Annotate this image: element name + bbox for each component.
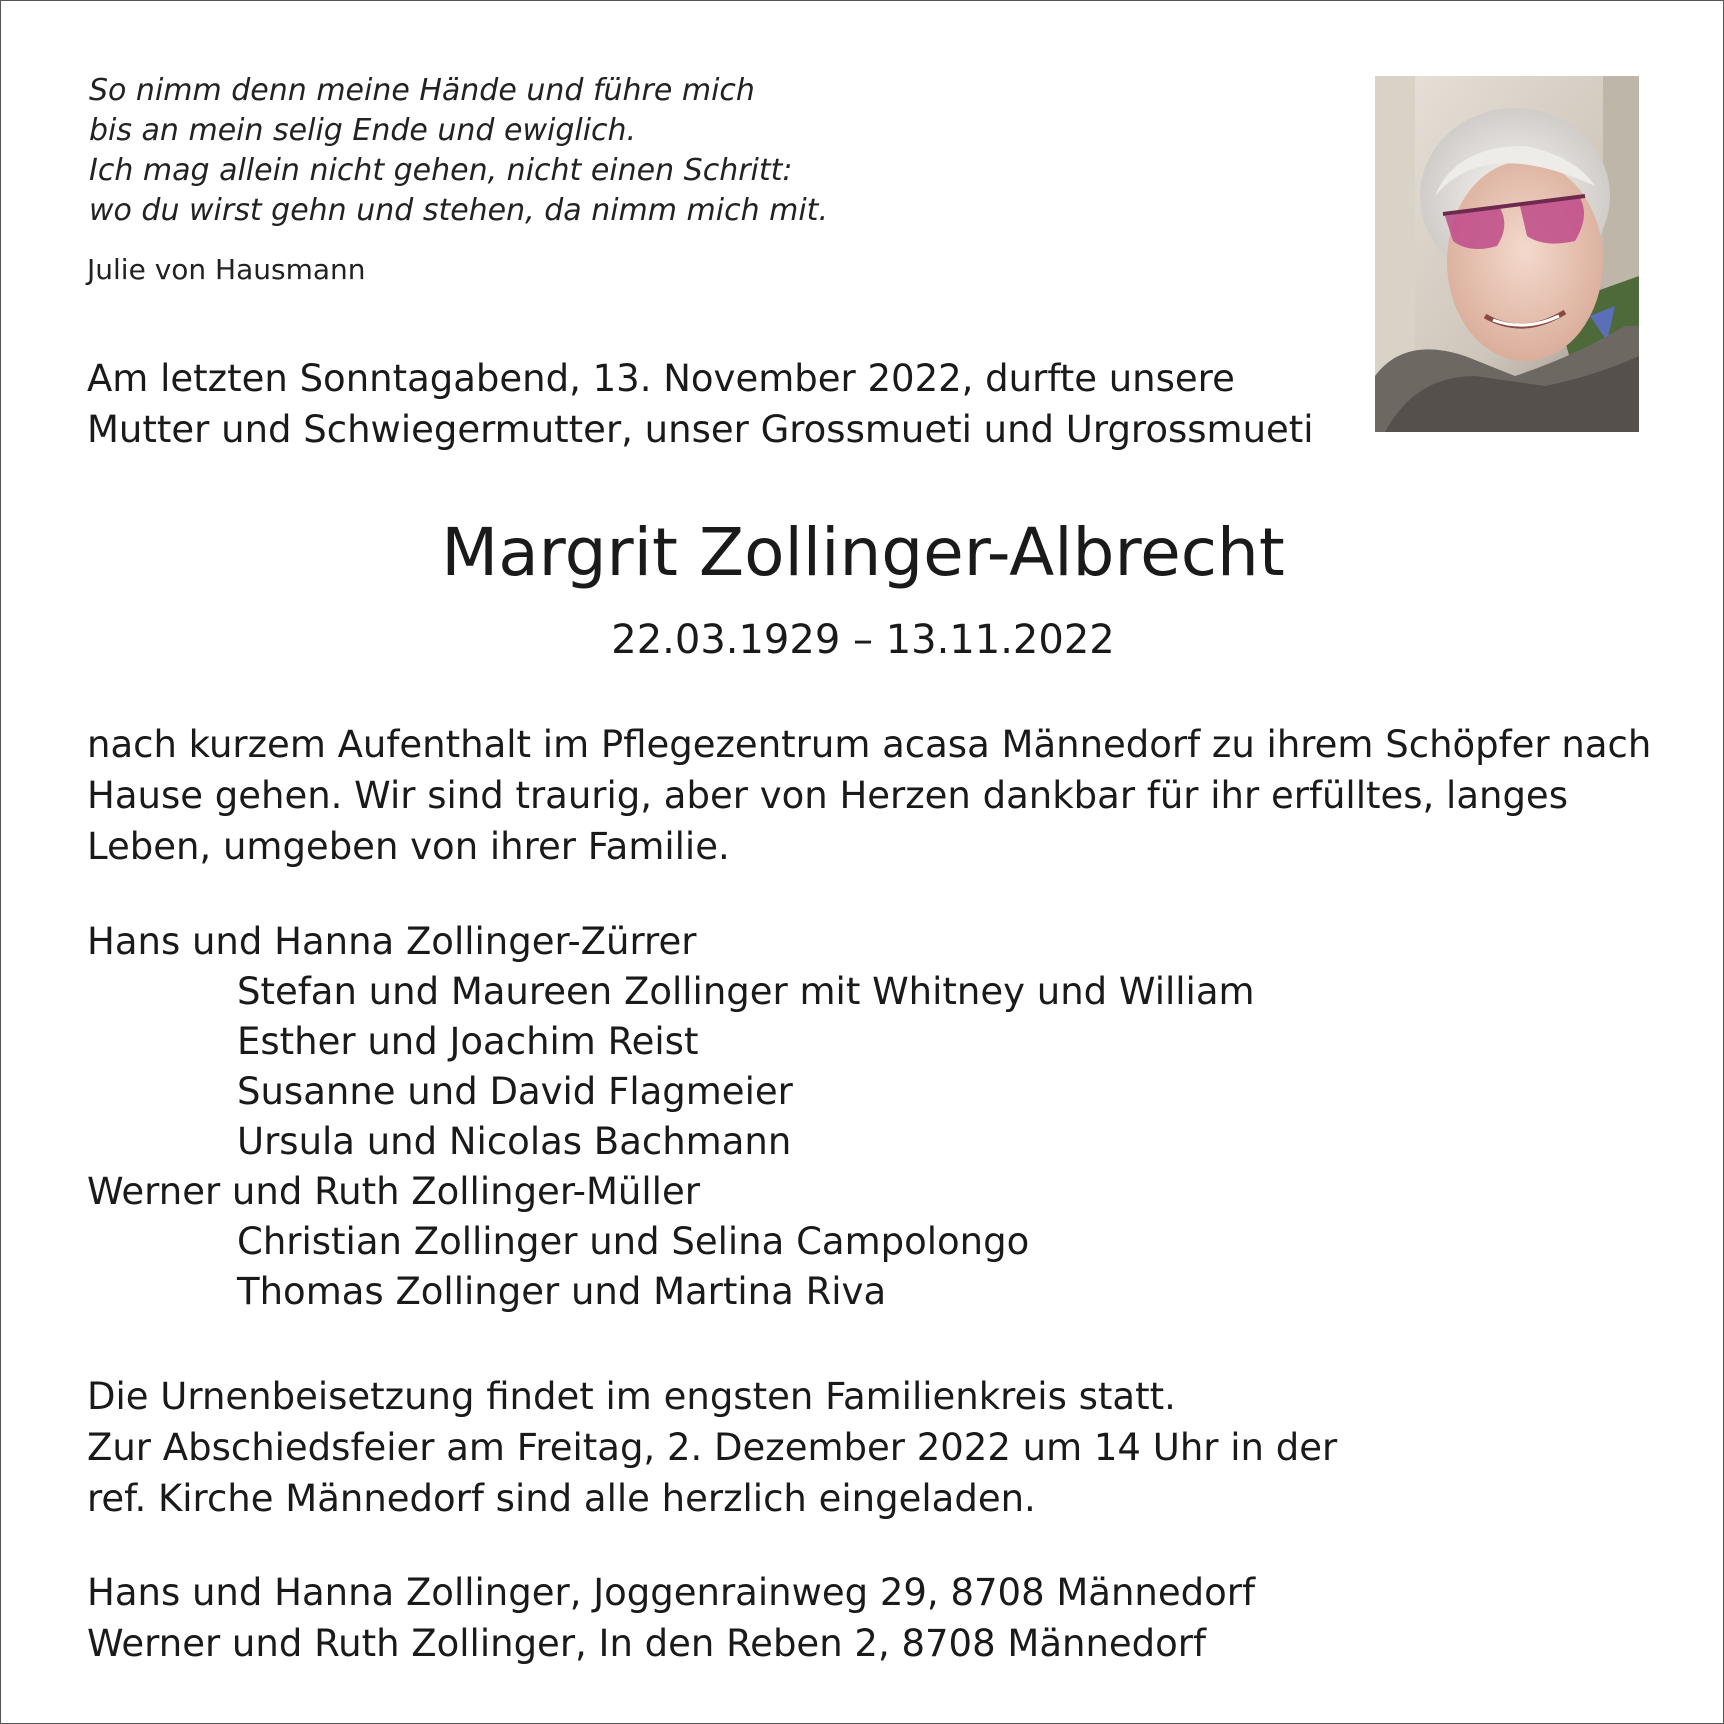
address-line: Werner und Ruth Zollinger, In den Reben 2, 8708 Männedorf bbox=[87, 1622, 1207, 1665]
family-list bbox=[87, 917, 1255, 1317]
family-child: Thomas Zollinger und Martina Riva bbox=[237, 1270, 887, 1313]
body-line: Leben, umgeben von ihrer Familie. bbox=[87, 825, 730, 868]
family-parent: Hans und Hanna Zollinger-Zürrer bbox=[87, 920, 697, 963]
family-child: Susanne und David Flagmeier bbox=[237, 1070, 793, 1113]
ceremony-line: ref. Kirche Männedorf sind alle herzlich eingeladen. bbox=[87, 1477, 1036, 1520]
ceremony-line: Zur Abschiedsfeier am Freitag, 2. Dezember 2022 um 14 Uhr in der bbox=[87, 1426, 1338, 1469]
family-child: Christian Zollinger und Selina Campolongo bbox=[237, 1220, 1030, 1263]
body-line: nach kurzem Aufenthalt im Pflegezentrum acasa Männedorf zu ihrem Schöpfer nach bbox=[87, 723, 1652, 766]
family-child: Esther und Joachim Reist bbox=[237, 1020, 699, 1063]
portrait-photo bbox=[1375, 76, 1639, 432]
family-child: Ursula und Nicolas Bachmann bbox=[237, 1120, 792, 1163]
family-addresses bbox=[87, 1567, 1255, 1669]
poem bbox=[89, 71, 828, 231]
poem-line: bis an mein selig Ende und ewiglich. bbox=[89, 113, 637, 148]
family-parent: Werner und Ruth Zollinger-Müller bbox=[87, 1170, 700, 1213]
address-line: Hans und Hanna Zollinger, Joggenrainweg 29, 8708 Männedorf bbox=[87, 1571, 1255, 1614]
intro-line: Am letzten Sonntagabend, 13. November 2022, durfte unsere bbox=[87, 357, 1235, 400]
family-child: Stefan und Maureen Zollinger mit Whitney und William bbox=[237, 970, 1255, 1013]
poem-line: Ich mag allein nicht gehen, nicht einen Schritt: bbox=[89, 153, 793, 188]
poem-author: Julie von Hausmann bbox=[87, 253, 366, 286]
intro-text bbox=[87, 353, 1314, 455]
ceremony-line: Die Urnenbeisetzung findet im engsten Familienkreis statt. bbox=[87, 1375, 1176, 1418]
poem-line: So nimm denn meine Hände und führe mich bbox=[89, 73, 755, 108]
body-line: Hause gehen. Wir sind traurig, aber von Herzen dankbar für ihr erfülltes, langes bbox=[87, 774, 1568, 817]
poem-line: wo du wirst gehn und stehen, da nimm mich mit. bbox=[89, 193, 828, 228]
deceased-name: Margrit Zollinger-Albrecht bbox=[441, 514, 1285, 591]
life-dates: 22.03.1929 – 13.11.2022 bbox=[611, 617, 1115, 663]
body-text bbox=[87, 719, 1651, 872]
intro-line: Mutter und Schwiegermutter, unser Grossmueti und Urgrossmueti bbox=[87, 408, 1314, 451]
ceremony-info bbox=[87, 1371, 1337, 1524]
